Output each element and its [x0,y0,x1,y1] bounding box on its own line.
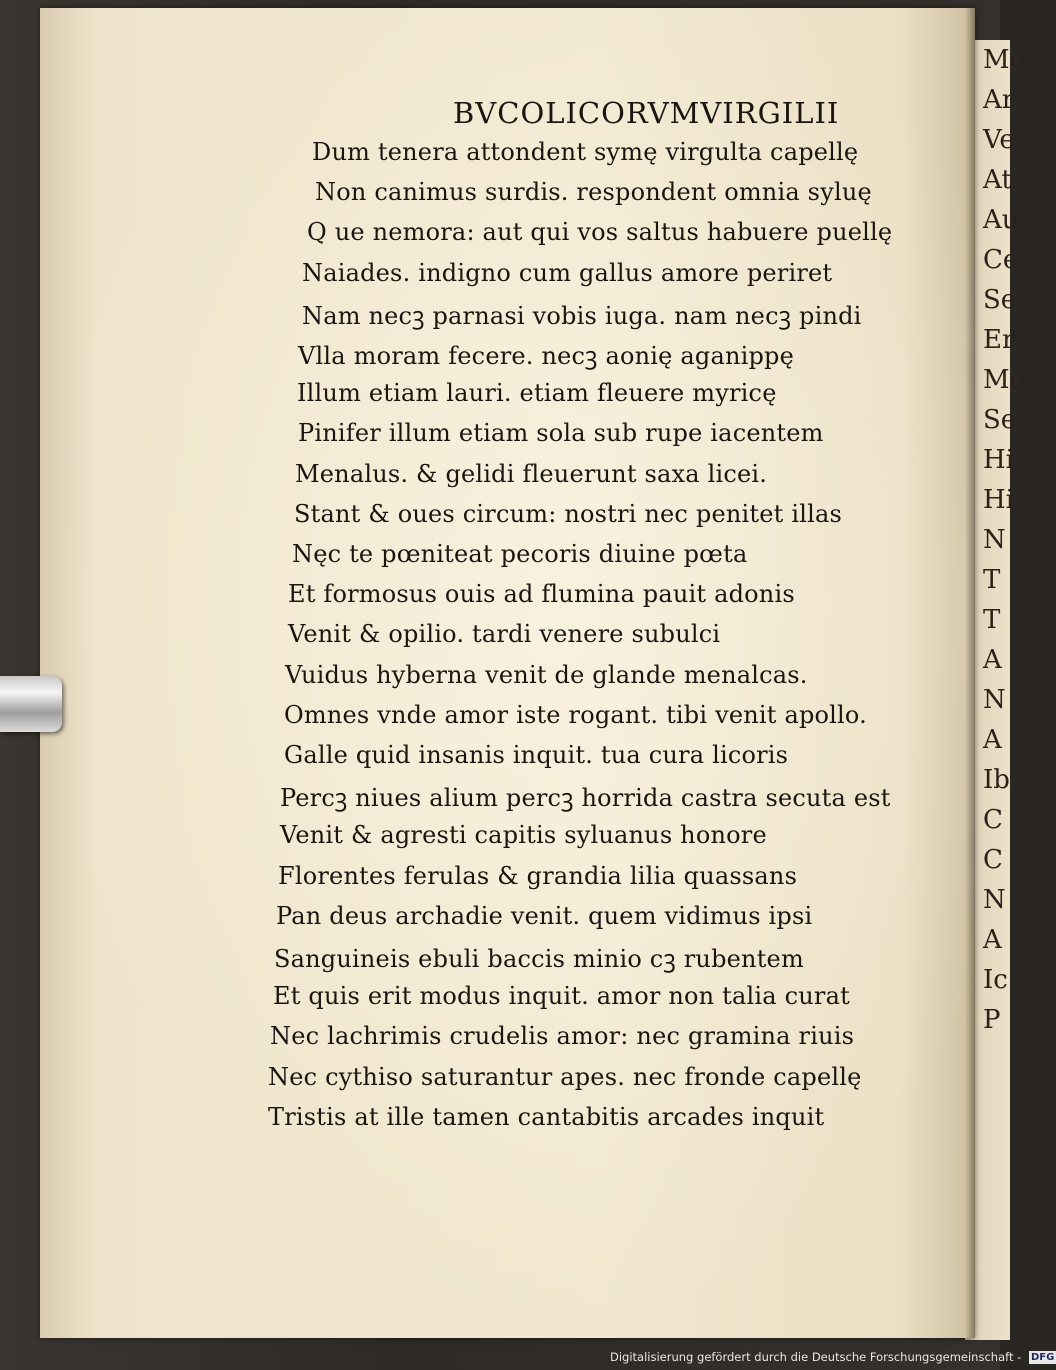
facing-page-letter: A [983,925,1002,955]
running-head: BVCOLICORVMVIRGILII [453,96,840,130]
verse-line: Venit & agresti capitis syluanus honore [280,821,767,850]
facing-page-letter: C [983,845,1003,875]
facing-page-letter: Hi [983,485,1014,515]
page-gutter-shadow [965,8,975,1338]
footer-text: Digitalisierung gefördert durch die Deutsche Forschungsgemeinschaft - [610,1350,1022,1364]
facing-page-letter: Se [983,405,1017,435]
verse-line: Nec cythiso saturantur apes. nec fronde capellę [268,1062,862,1091]
facing-page-letter: Ar [983,85,1015,115]
facing-page-letter: At [983,165,1012,195]
facing-page-letter: Au [983,205,1019,235]
verse-line: Tristis at ille tamen cantabitis arcades inquit [268,1102,825,1131]
facing-page-letter: C [983,805,1003,835]
verse-line: Florentes ferulas & grandia lilia quassans [278,861,798,890]
verse-line: Dum tenera attondent symę virgulta capellę [312,138,859,166]
facing-page-letter: Ib [983,765,1010,795]
verse-line: Omnes vnde amor iste rogant. tibi venit apollo. [284,700,867,729]
verse-line: Menalus. & gelidi fleuerunt saxa licei. [295,459,768,488]
facing-page-letter: Mo [983,45,1026,75]
facing-page-letter: N [983,525,1006,555]
facing-page-letter: N [983,885,1006,915]
facing-page-letter: A [983,725,1002,755]
verse-line: Naiades. indigno cum gallus amore periret [302,258,833,287]
verse-line: Non canimus surdis. respondent omnia syluę [315,178,872,207]
facing-page-letter: P [983,1005,1001,1035]
facing-page-letter: Er [983,325,1015,355]
verse-line: Vlla moram fecere. necꝫ aonię aganippę [298,342,795,370]
verse-line: Et quis erit modus inquit. amor non talia curat [273,982,850,1011]
facing-page-letter: Ic [983,965,1008,995]
verse-line: Nęc te pœniteat pecoris diuine pœta [292,540,748,568]
verse-line: Galle quid insanis inquit. tua cura licoris [284,741,789,769]
verse-line: Nec lachrimis crudelis amor: nec gramina riuis [270,1022,855,1051]
verse-line: Vuidus hyberna venit de glande menalcas. [285,660,808,689]
digitization-footer [610,1350,1056,1368]
facing-page-letter: Se [983,285,1017,315]
facing-page-letter: Hi [983,445,1014,475]
verse-line: Illum etiam lauri. etiam fleuere myricę [297,379,777,408]
verse-line: Percꝫ niues alium percꝫ horrida castra secuta est [280,784,891,813]
verse-line: Pan deus archadie venit. quem vidimus ipsi [276,901,813,930]
verse-line: Venit & opilio. tardi venere subulci [288,620,721,649]
facing-page-letter: T [983,605,1001,635]
facing-page-letter: A [983,645,1002,675]
page-clip [0,676,62,732]
facing-page-letter: Mo [983,365,1026,395]
verse-line: Q ue nemora: aut qui vos saltus habuere puellę [307,218,893,247]
verse-line: Pinifer illum etiam sola sub rupe iacentem [298,419,824,448]
facing-page-letter: T [983,565,1001,595]
book-page [40,8,975,1338]
verse-line: Et formosus ouis ad flumina pauit adonis [288,580,795,609]
dfg-logo: DFG [1030,1352,1055,1363]
verse-line: Nam necꝫ parnasi vobis iuga. nam necꝫ pindi [302,301,862,330]
facing-page-letter: N [983,685,1006,715]
verse-line: Stant & oues circum: nostri nec penitet illas [294,499,842,528]
facing-page-letter: Ve [983,125,1015,155]
verse-line: Sanguineis ebuli baccis minio cꝫ rubentem [274,945,804,973]
facing-page-letter: Ce [983,245,1019,275]
